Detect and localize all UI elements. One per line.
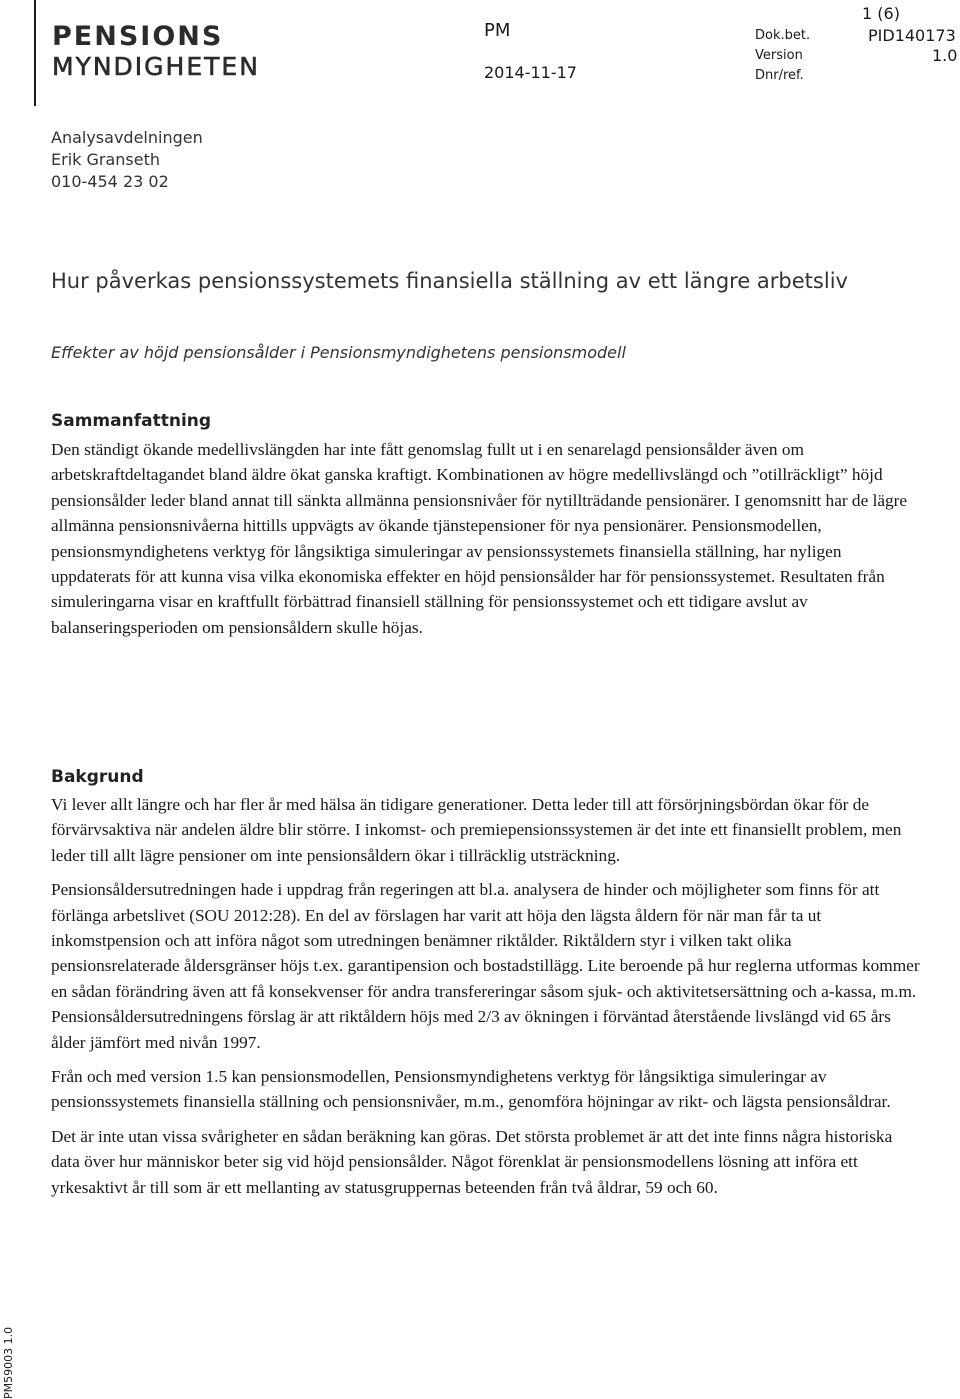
summary-section (51, 437, 921, 649)
document-type: PM (484, 20, 511, 41)
page-number: 1 (6) (862, 4, 900, 23)
version-value: 1.0 (932, 46, 958, 65)
document-title: Hur påverkas pensionssystemets finansiella ställning av ett längre arbetsliv (51, 269, 848, 293)
author-name: Erik Granseth (51, 150, 160, 169)
dok-bet-label: Dok.bet. (755, 28, 811, 43)
background-paragraph-2: Pensionsåldersutredningen hade i uppdrag från regeringen att bl.a. analysera de hinder och möjligheter som finns för att förlänga arbetslivet (SOU 2012:28). En del av förslagen har varit att höja den lägsta åldern för när man får ta ut inkomstpension och att införa något som utredningen benämner riktålder. Riktåldern styr i vilken takt olika pensionsrelaterade åldersgränser höjs t.ex. garantipension och bostadstillägg. Lite beroende på hur reglerna utformas kommer en sådan förändring även att få konsekvenser för andra transfereringar såsom sjuk- och aktivitetsersättning och a-kassa, m.m. Pensionsåldersutredningens förslag är att riktåldern höjs med 2/3 av ökningen i förväntad återstående livslängd vid 65 års ålder jämfört med nivån 1997. (51, 880, 920, 1052)
department: Analysavdelningen (51, 128, 203, 147)
version-label: Version (755, 48, 803, 63)
contact-block (51, 127, 203, 193)
background-paragraph-3: Från och med version 1.5 kan pensionsmodellen, Pensionsmyndighetens verktyg för långsiktiga simuleringar av pensionssystemets finansiella ställning och pensionsnivåer, m.m., genomföra höjningar av rikt- och lägsta pensionsåldrar. (51, 1067, 891, 1112)
summary-heading: Sammanfattning (51, 411, 212, 431)
logo-line-1: PENSIONS (52, 21, 224, 52)
logo-line-2: MYNDIGHETEN (52, 52, 260, 81)
background-section (51, 792, 921, 1209)
phone-number: 010-454 23 02 (51, 172, 169, 191)
form-id: PM59003 1.0 (2, 1326, 15, 1399)
document-subtitle: Effekter av höjd pensionsålder i Pensionsmyndighetens pensionsmodell (51, 343, 626, 362)
background-paragraph-4: Det är inte utan vissa svårigheter en sådan beräkning kan göras. Det största problemet är att det inte finns några historiska data över hur människor beter sig vid höjd pensionsålder. Något förenklat är pensionsmodellens lösning att införa ett yrkesaktivt år till som är ett mellanting av statusgruppernas beteenden från två åldrar, 59 och 60. (51, 1126, 893, 1197)
pensionsmyndigheten-logo (52, 22, 260, 82)
background-paragraph-1: Vi lever allt längre och har fler år med hälsa än tidigare generationer. Detta leder till att försörjningsbördan ökar för de förvärvsaktiva när andelen äldre blir större. I inkomst- och premiepensionssystemen är det inte ett finansiellt problem, men leder till allt lägre pensioner om inte pensionsåldern ökar i tillräcklig utsträckning. (51, 795, 902, 865)
dok-bet-value: PID140173 (868, 26, 956, 45)
summary-text: Den ständigt ökande medellivslängden har inte fått genomslag fullt ut i en senarelagd pensionsålder även om arbetskraftdeltagandet bland äldre ökat ganska kraftigt. Kombinationen av högre medellivslängd och ”otillräckligt” höjd pensionsålder leder bland annat till sänkta allmänna pensionsnivåer för nytillträdande pensionärer. I genomsnitt har de lägre allmänna pensionsnivåerna hittills uppvägts av ökande tjänstepensioner för nya pensionärer. Pensionsmodellen, pensionsmyndighetens verktyg för långsiktiga simuleringar av pensionssystemets finansiella ställning, har nyligen uppdaterats för att kunna visa vilka ekonomiska effekter en höjd pensionsålder har för pensionssystemet. Resultaten från simuleringarna visar en kraftfullt förbättrad finansiell ställning för pensionssystemet och ett tidigare avslut av balanseringsperioden om pensionsåldern skulle höjas. (51, 440, 908, 637)
dnr-label: Dnr/ref. (755, 68, 804, 83)
header-divider (34, 0, 36, 106)
background-heading: Bakgrund (51, 767, 144, 787)
form-id-margin (0, 1323, 18, 1399)
document-date: 2014-11-17 (484, 63, 577, 82)
